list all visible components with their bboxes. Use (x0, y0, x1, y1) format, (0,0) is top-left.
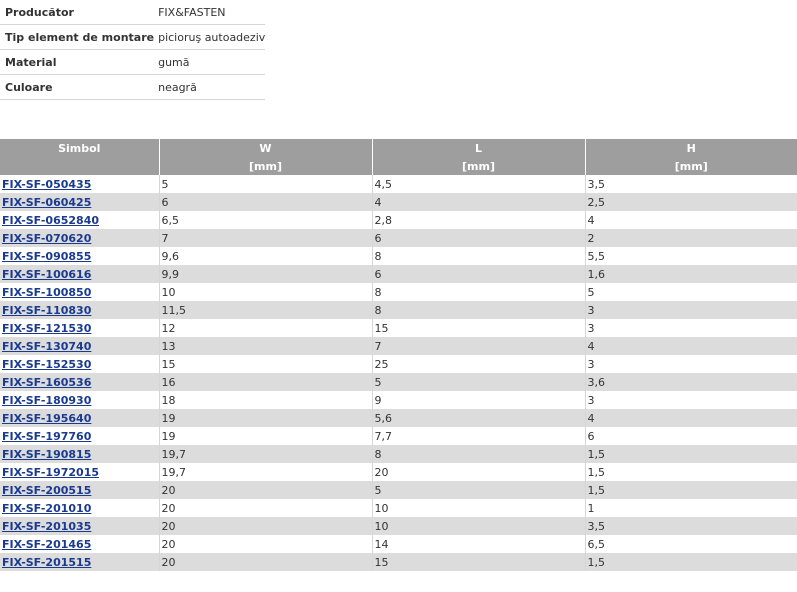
h-cell: 1 (585, 499, 797, 517)
w-cell: 9,6 (159, 247, 372, 265)
product-symbol-link[interactable]: FIX-SF-201515 (2, 555, 92, 569)
table-row (0, 499, 797, 517)
column-header-l[interactable]: L (372, 139, 585, 157)
table-row (0, 283, 797, 301)
l-cell: 8 (372, 301, 585, 319)
symbol-cell (0, 265, 159, 283)
symbol-cell (0, 229, 159, 247)
unit-symbol (0, 157, 159, 175)
attribute-value: neagră (154, 75, 265, 100)
attribute-row-color (0, 75, 265, 100)
w-cell: 7 (159, 229, 372, 247)
product-symbol-link[interactable]: FIX-SF-1972015 (2, 465, 99, 479)
product-symbol-link[interactable]: FIX-SF-100850 (2, 285, 92, 299)
symbol-cell (0, 517, 159, 535)
h-cell: 1,5 (585, 445, 797, 463)
symbol-cell (0, 283, 159, 301)
l-cell: 8 (372, 283, 585, 301)
symbol-cell (0, 481, 159, 499)
w-cell: 5 (159, 175, 372, 193)
symbol-cell (0, 373, 159, 391)
l-cell: 10 (372, 499, 585, 517)
l-cell: 5,6 (372, 409, 585, 427)
table-row (0, 193, 797, 211)
w-cell: 6,5 (159, 211, 372, 229)
attribute-row-mounting-type (0, 25, 265, 50)
product-symbol-link[interactable]: FIX-SF-152530 (2, 357, 92, 371)
product-symbol-link[interactable]: FIX-SF-090855 (2, 249, 92, 263)
symbol-cell (0, 319, 159, 337)
h-cell: 3,5 (585, 175, 797, 193)
table-row (0, 373, 797, 391)
attribute-value: gumă (154, 50, 265, 75)
w-cell: 18 (159, 391, 372, 409)
header-row (0, 139, 797, 157)
w-cell: 20 (159, 499, 372, 517)
product-symbol-link[interactable]: FIX-SF-195640 (2, 411, 92, 425)
attribute-value: picioruş autoadeziv (154, 25, 265, 50)
attributes-table (0, 0, 265, 100)
table-row (0, 553, 797, 571)
symbol-cell (0, 499, 159, 517)
table-row (0, 427, 797, 445)
h-cell: 1,5 (585, 481, 797, 499)
l-cell: 6 (372, 265, 585, 283)
product-symbol-link[interactable]: FIX-SF-100616 (2, 267, 92, 281)
attribute-row-material (0, 50, 265, 75)
l-cell: 10 (372, 517, 585, 535)
w-cell: 19 (159, 427, 372, 445)
l-cell: 9 (372, 391, 585, 409)
product-symbol-link[interactable]: FIX-SF-190815 (2, 447, 92, 461)
h-cell: 3,5 (585, 517, 797, 535)
table-row (0, 409, 797, 427)
w-cell: 20 (159, 481, 372, 499)
symbol-cell (0, 391, 159, 409)
table-row (0, 355, 797, 373)
w-cell: 19 (159, 409, 372, 427)
table-row (0, 337, 797, 355)
symbol-cell (0, 211, 159, 229)
unit-h: [mm] (585, 157, 797, 175)
h-cell: 2 (585, 229, 797, 247)
table-row (0, 319, 797, 337)
l-cell: 4 (372, 193, 585, 211)
product-symbol-link[interactable]: FIX-SF-201010 (2, 501, 92, 515)
product-symbol-link[interactable]: FIX-SF-121530 (2, 321, 92, 335)
w-cell: 11,5 (159, 301, 372, 319)
w-cell: 19,7 (159, 445, 372, 463)
product-symbol-link[interactable]: FIX-SF-070620 (2, 231, 92, 245)
l-cell: 15 (372, 553, 585, 571)
w-cell: 6 (159, 193, 372, 211)
product-rows (0, 175, 797, 571)
h-cell: 1,5 (585, 553, 797, 571)
symbol-cell (0, 301, 159, 319)
l-cell: 2,8 (372, 211, 585, 229)
units-row (0, 157, 797, 175)
product-symbol-link[interactable]: FIX-SF-0652840 (2, 213, 99, 227)
l-cell: 14 (372, 535, 585, 553)
l-cell: 5 (372, 373, 585, 391)
attribute-label: Material (0, 50, 154, 75)
l-cell: 7 (372, 337, 585, 355)
h-cell: 1,6 (585, 265, 797, 283)
table-row (0, 481, 797, 499)
product-table (0, 139, 797, 571)
symbol-cell (0, 337, 159, 355)
symbol-cell (0, 193, 159, 211)
l-cell: 15 (372, 319, 585, 337)
symbol-cell (0, 175, 159, 193)
product-symbol-link[interactable]: FIX-SF-201035 (2, 519, 92, 533)
symbol-cell (0, 445, 159, 463)
h-cell: 5,5 (585, 247, 797, 265)
unit-w: [mm] (159, 157, 372, 175)
product-symbol-link[interactable]: FIX-SF-201465 (2, 537, 92, 551)
unit-l: [mm] (372, 157, 585, 175)
w-cell: 20 (159, 517, 372, 535)
h-cell: 5 (585, 283, 797, 301)
product-symbol-link[interactable]: FIX-SF-180930 (2, 393, 92, 407)
symbol-cell (0, 535, 159, 553)
table-row (0, 175, 797, 193)
l-cell: 8 (372, 247, 585, 265)
product-symbol-link[interactable]: FIX-SF-197760 (2, 429, 92, 443)
w-cell: 9,9 (159, 265, 372, 283)
product-symbol-link[interactable]: FIX-SF-060425 (2, 195, 92, 209)
product-symbol-link[interactable]: FIX-SF-110830 (2, 303, 92, 317)
table-row (0, 535, 797, 553)
w-cell: 12 (159, 319, 372, 337)
w-cell: 15 (159, 355, 372, 373)
attribute-label: Producător (0, 0, 154, 25)
table-row (0, 517, 797, 535)
attribute-label: Tip element de montare (0, 25, 154, 50)
table-row (0, 391, 797, 409)
attribute-value: FIX&FASTEN (154, 0, 265, 25)
l-cell: 6 (372, 229, 585, 247)
h-cell: 3 (585, 301, 797, 319)
h-cell: 4 (585, 211, 797, 229)
table-row (0, 445, 797, 463)
l-cell: 4,5 (372, 175, 585, 193)
product-symbol-link[interactable]: FIX-SF-160536 (2, 375, 92, 389)
symbol-cell (0, 409, 159, 427)
h-cell: 1,5 (585, 463, 797, 481)
symbol-cell (0, 427, 159, 445)
h-cell: 4 (585, 409, 797, 427)
column-header-symbol[interactable]: Simbol (0, 139, 159, 157)
symbol-cell (0, 247, 159, 265)
attribute-row-producer (0, 0, 265, 25)
product-symbol-link[interactable]: FIX-SF-130740 (2, 339, 92, 353)
column-header-h[interactable]: H (585, 139, 797, 157)
table-row (0, 247, 797, 265)
attribute-label: Culoare (0, 75, 154, 100)
l-cell: 8 (372, 445, 585, 463)
l-cell: 25 (372, 355, 585, 373)
column-header-w[interactable]: W (159, 139, 372, 157)
w-cell: 20 (159, 553, 372, 571)
w-cell: 13 (159, 337, 372, 355)
symbol-cell (0, 355, 159, 373)
h-cell: 3 (585, 319, 797, 337)
h-cell: 2,5 (585, 193, 797, 211)
h-cell: 3 (585, 355, 797, 373)
product-symbol-link[interactable]: FIX-SF-050435 (2, 177, 92, 191)
symbol-cell (0, 463, 159, 481)
l-cell: 7,7 (372, 427, 585, 445)
h-cell: 6 (585, 427, 797, 445)
l-cell: 20 (372, 463, 585, 481)
w-cell: 10 (159, 283, 372, 301)
h-cell: 4 (585, 337, 797, 355)
table-row (0, 463, 797, 481)
h-cell: 6,5 (585, 535, 797, 553)
table-row (0, 265, 797, 283)
h-cell: 3,6 (585, 373, 797, 391)
w-cell: 20 (159, 535, 372, 553)
product-symbol-link[interactable]: FIX-SF-200515 (2, 483, 92, 497)
w-cell: 19,7 (159, 463, 372, 481)
table-row (0, 211, 797, 229)
h-cell: 3 (585, 391, 797, 409)
symbol-cell (0, 553, 159, 571)
w-cell: 16 (159, 373, 372, 391)
table-row (0, 301, 797, 319)
table-row (0, 229, 797, 247)
l-cell: 5 (372, 481, 585, 499)
